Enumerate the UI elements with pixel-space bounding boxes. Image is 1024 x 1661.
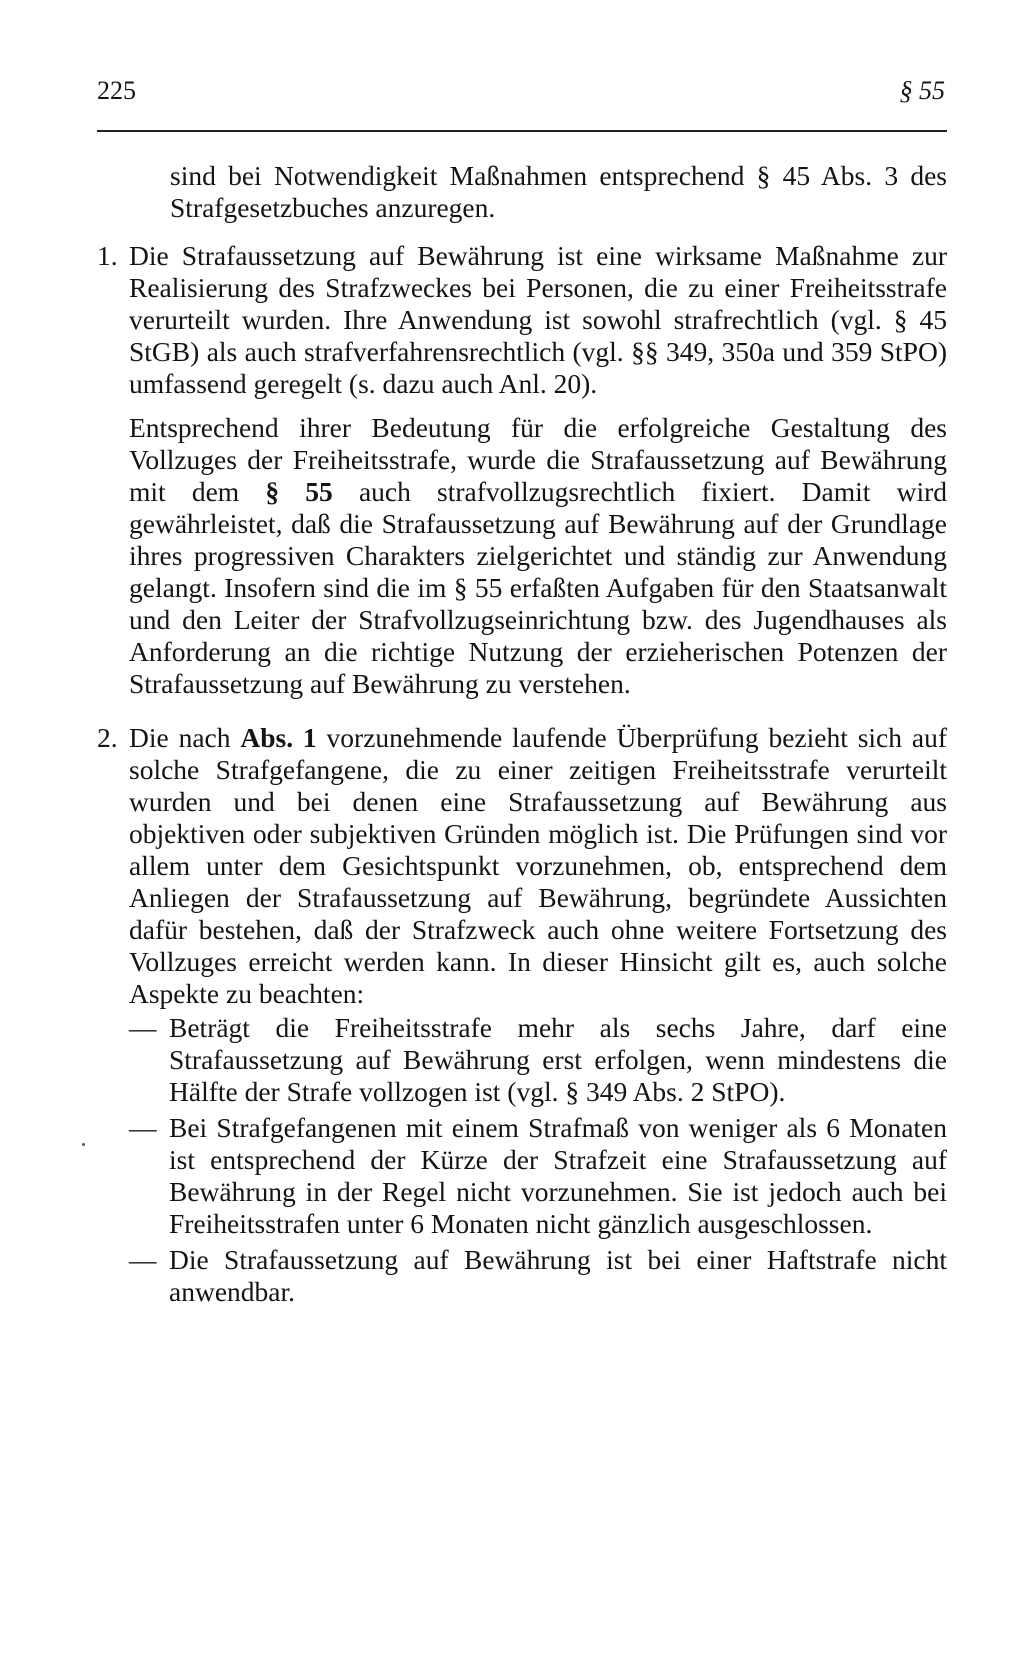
page-header [97,72,947,132]
dash-marker: — [129,1244,157,1275]
paragraph-text: vorzunehmende laufende Überprüfung bezieht sich auf solche Strafgefangene, die zu einer zeitigen Freiheitsstrafe verurteilt wurden und bei denen eine Strafaussetzung auf Bewährung aus objektiven oder subjektiven Gründen möglich ist. Die Prüfungen sind vor allem unter dem Gesichtspunkt vorzunehmen, ob, entsprechend dem Anliegen der Strafaussetzung auf Bewährung, begründete Aussichten dafür bestehen, daß der Strafzweck auch ohne weitere Fortsetzung des Vollzuges erreicht werden kann. In dieser Hinsicht gilt es, auch solche Aspekte zu beachten: [129,722,947,1009]
item-1-paragraph-2 [129,412,947,700]
item-2-paragraph [129,722,947,1010]
list-item-text: Die Strafaussetzung auf Bewährung ist bei einer Haftstrafe nicht anwendbar. [169,1244,947,1307]
print-speck [82,1143,85,1146]
item-number: 2. [97,722,118,753]
continuation-paragraph: sind bei Notwendigkeit Maßnahmen entsprechend § 45 Abs. 3 des Strafgesetzbuches anzuregen. [170,160,947,223]
dash-marker: — [129,1012,157,1043]
section-reference-bold: § 55 [265,476,333,507]
annotation-item-1 [97,240,947,700]
list-item [129,1244,947,1308]
aspect-list [129,1012,947,1308]
list-item-text: Bei Strafgefangenen mit einem Strafmaß von weniger als 6 Monaten ist entsprechend der Kürze der Strafzeit eine Strafaussetzung auf Bewährung in der Regel nicht vorzunehmen. Sie ist jedoch auch bei Freiheitsstrafen unter 6 Monaten nicht gänzlich ausgeschlossen. [169,1112,947,1239]
paragraph-text: auch strafvollzugsrechtlich fixiert. Damit wird gewährleistet, daß die Strafaussetzung auf Bewährung auf der Grundlage ihres progressiven Charakters zielgerichtet und ständig zur Anwendung gelangt. Insofern sind die im § 55 erfaßten Aufgaben für den Staatsanwalt und den Leiter der Strafvollzugseinrichtung bzw. des Jugendhauses als Anforderung an die richtige Nutzung der erzieherischen Potenzen der Strafaussetzung auf Bewährung zu verstehen. [129,476,947,699]
item-number: 1. [97,240,118,271]
section-reference: § 55 [899,76,945,105]
paragraph-reference-bold: Abs. 1 [240,722,317,753]
dash-marker: — [129,1112,157,1143]
page-body [97,160,947,1308]
paragraph-text: Die nach [129,722,241,753]
list-item [129,1112,947,1240]
list-item-text: Beträgt die Freiheitsstrafe mehr als sechs Jahre, darf eine Strafaussetzung auf Bewährung erst erfolgen, wenn mindestens die Hälfte der Strafe vollzogen ist (vgl. § 349 Abs. 2 StPO). [169,1012,947,1107]
page-number: 225 [97,76,136,105]
item-1-paragraph-1: Die Strafaussetzung auf Bewährung ist eine wirksame Maßnahme zur Realisierung des Strafzweckes bei Personen, die zu einer Freiheitsstrafe verurteilt wurden. Ihre Anwendung ist sowohl strafrechtlich (vgl. § 45 StGB) als auch strafverfahrensrechtlich (vgl. §§ 349, 350a und 359 StPO) umfassend geregelt (s. dazu auch Anl. 20). [129,240,947,399]
annotation-item-2 [97,722,947,1308]
list-item [129,1012,947,1108]
paragraph-text: Entsprechend ihrer Bedeutung für die erfolgreiche Gestaltung des Vollzuges der Freiheitsstrafe, wurde die Strafaussetzung auf Bewährung mit dem [129,412,947,507]
